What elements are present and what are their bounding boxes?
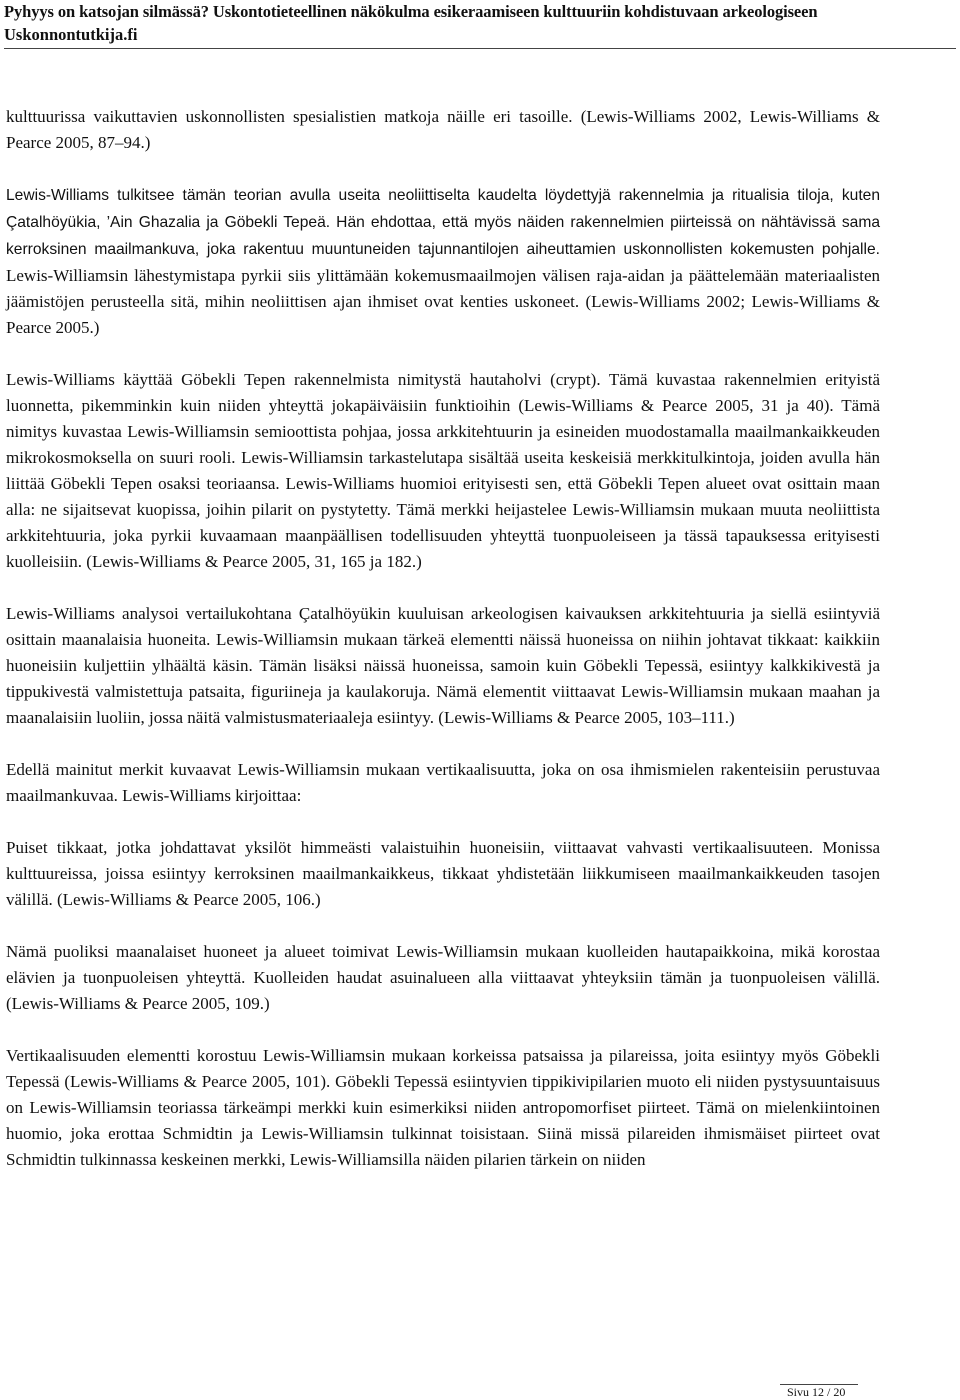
block-quote: Puiset tikkaat, jotka johdattavat yksilöt himmeästi valaistuihin huoneisiin, viittaavat vahvasti vertikaalisuuteen. Monissa kulttuureissa, joissa esiintyy kerroksinen maailmankaikkeus, tikkaat yhdistetään liikkumiseen maailmankaikkeuden tasojen välillä. (Lewis-Williams & Pearce 2005, 106.) xyxy=(6,838,880,909)
document-title: Pyhyys on katsojan silmässä? Uskontotieteellinen näkökulma esikeraamiseen kulttuuriin kohdistuvaan arkeologiseen xyxy=(4,2,818,21)
paragraph-2 xyxy=(6,182,880,341)
paragraph-1: kulttuurissa vaikuttavien uskonnollisten spesialistien matkoja näille eri tasoille. (Lewis-Williams 2002, Lewis-Williams & Pearce 2005, 87–94.) xyxy=(6,107,880,152)
paragraph-3: Lewis-Williams käyttää Göbekli Tepen rakennelmista nimitystä hautaholvi (crypt). Tämä kuvastaa rakennelmien erityistä luonnetta, pikemminkin kuin niiden yhteyttä jokapäiväisiin funktioihin (Lewis-Williams & Pearce 2005, 31 ja 40). Tämä nimitys kuvastaa Lewis-Williamsin semioottista pohjaa, jossa arkkitehtuurin ja esineiden muodostamalla maailmankaikkeuden mikrokosmoksella on suuri rooli. Lewis-Williamsin tarkastelutapa sisältää useita keskeisiä merkkitulkintoja, joiden avulla hän liittää Göbekli Tepen osaksi teoriaansa. Lewis-Williams huomioi erityisesti sen, että Göbekli Tepen alueet ovat osittain maan alla: ne sijaitsevat kuopissa, joihin pilarit on pystytetty. Tämä merkki heijastelee Lewis-Williamsin mukaan muuta neoliittista arkkitehtuuria, joka pyrkii kuvaamaan maanpäällisen todellisuuden yhteyttä tuonpuoleiseen ja tässä tapauksessa erityisesti kuolleisiin. (Lewis-Williams & Pearce 2005, 31, 165 ja 182.) xyxy=(6,370,880,571)
paragraph-5: Edellä mainitut merkit kuvaavat Lewis-Williamsin mukaan vertikaalisuutta, joka on osa ihmismielen rakenteisiin perustuvaa maailmankuvaa. Lewis-Williams kirjoittaa: xyxy=(6,760,880,805)
article-body xyxy=(6,104,880,1173)
paragraph-4: Lewis-Williams analysoi vertailukohtana Çatalhöyükin kuuluisan arkeologisen kaivauksen arkkitehtuuria ja siellä esiintyviä osittain maanalaisia huoneita. Lewis-Williamsin mukaan tärkeä elementti näissä huoneissa on niihin johtavat tikkaat: kaikkiin huoneisiin kuljettiin ylhäältä käsin. Tämän lisäksi näissä huoneissa, samoin kuin Göbekli Tepessä, esiintyy kalkkikivestä ja tippukivestä valmistettuja patsaita, figuriineja ja kaulakoruja. Nämä elementit viittaavat Lewis-Williamsin mukaan maahan ja maanalaisiin luoliin, jossa näitä valmistusmateriaaleja esiintyy. (Lewis-Williams & Pearce 2005, 103–111.) xyxy=(6,604,880,727)
header-divider xyxy=(4,48,956,49)
site-name[interactable]: Uskonnontutkija.fi xyxy=(4,25,138,44)
paragraph-2-serif-text: Lewis-Williamsin lähestymistapa pyrkii siis ylittämään kokemusmaailmojen välisen raja-aidan ja päättelemään materiaalisten jäämistöjen perusteella sitä, mihin neoliittisen ajan ihmiset ovat kenties uskoneet. (Lewis-Williams 2002; Lewis-Williams & Pearce 2005.) xyxy=(6,266,880,337)
paragraph-2-sans-text: Lewis-Williams tulkitsee tämän teorian avulla useita neoliittiselta kaudelta löydettyjä rakennelmia ja ritualisia tiloja, kuten Çatalhöyükia, ’Ain Ghazalia ja Göbekli Tepeä. Hän ehdottaa, että myös näiden rakennelmien piirteissä on nähtävissä sama kerroksinen maailmankuva, joka rakentuu muuntuneiden tajunnantilojen aiheuttamien uskonnollisten kokemusten pohjalle. xyxy=(6,187,880,258)
page-header xyxy=(4,0,954,46)
paragraph-8: Vertikaalisuuden elementti korostuu Lewis-Williamsin mukaan korkeissa patsaissa ja pilareissa, joita esiintyy myös Göbekli Tepessä (Lewis-Williams & Pearce 2005, 101). Göbekli Tepessä esiintyvien tippikivipilarien muoto eli niiden pystysuuntaisuus on Lewis-Williamsin teoriassa tärkeämpi merkki kuin esimerkiksi niiden antropomorfiset piirteet. Tämä on mielenkiintoinen huomio, joka erottaa Schmidtin ja Lewis-Williamsin tulkinnat toisistaan. Siinä missä pilareiden ihmismäiset piirteet ovat Schmidtin tulkinnassa keskeinen merkki, Lewis-Williamsilla näiden pilarien tärkein on niiden xyxy=(6,1046,880,1169)
paragraph-7: Nämä puoliksi maanalaiset huoneet ja alueet toimivat Lewis-Williamsin mukaan kuolleiden hautapaikkoina, mikä korostaa elävien ja tuonpuoleisen yhteyttä. Kuolleiden haudat asuinalueen alla viittaavat yhteyksiin tämän ja tuonpuoleisen välillä. (Lewis-Williams & Pearce 2005, 109.) xyxy=(6,942,880,1013)
page-number: Sivu 12 / 20 xyxy=(787,1385,846,1399)
